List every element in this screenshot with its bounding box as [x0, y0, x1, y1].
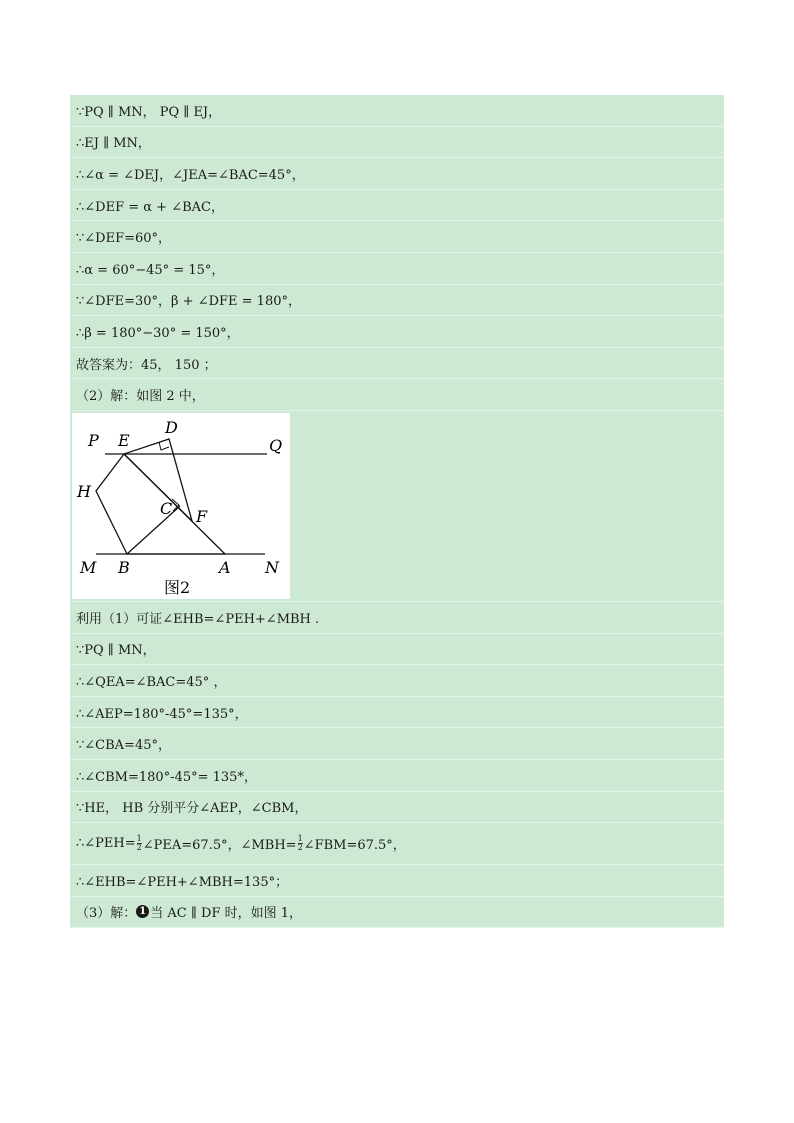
- part3-heading: [70, 897, 724, 929]
- figure-row: [70, 411, 724, 602]
- text-line: ∵∠DFE=30°，β + ∠DFE = 180°，: [70, 285, 724, 317]
- text-line: ∴∠CBM=180°-45°= 135*，: [70, 760, 724, 792]
- label-f: F: [196, 506, 208, 526]
- triangle-edf: [124, 439, 192, 521]
- fraction-den: 2: [136, 843, 142, 853]
- text-line: 利用（1）可证∠EHB=∠PEH+∠MBH .: [70, 602, 724, 634]
- text-line: ∵PQ ∥ MN，: [70, 634, 724, 666]
- segment-eh-hb: [96, 454, 127, 554]
- label-d: D: [165, 417, 178, 437]
- fraction-den: 2: [297, 843, 303, 853]
- label-m: M: [80, 557, 97, 577]
- fraction-num: 1: [136, 834, 142, 844]
- fraction-half: [137, 835, 142, 852]
- geometry-figure-2: [72, 413, 290, 599]
- label-p: P: [88, 430, 99, 450]
- text-line: ∵∠DEF=60°，: [70, 221, 724, 253]
- label-q: Q: [269, 435, 283, 455]
- text-line: ∴∠QEA=∠BAC=45° ，: [70, 665, 724, 697]
- fraction-half: [298, 835, 303, 852]
- text-line: ∴∠EHB=∠PEH+∠MBH=135°；: [70, 865, 724, 897]
- label-b: B: [118, 557, 130, 577]
- fraction-line-part-c: ∠FBM=67.5°，: [303, 838, 406, 854]
- text-line: ∴EJ ∥ MN，: [70, 127, 724, 159]
- circled-number-icon: 1: [136, 905, 149, 918]
- solution-block: [70, 95, 724, 928]
- part2-heading: （2）解：如图 2 中，: [70, 379, 724, 411]
- text-line: ∴∠DEF = α + ∠BAC，: [70, 190, 724, 222]
- label-a: A: [219, 557, 231, 577]
- label-h: H: [77, 481, 91, 501]
- geometry-diagram: [72, 413, 290, 599]
- triangle-eab: [124, 454, 225, 554]
- label-c: C: [160, 498, 173, 518]
- part3-suffix: 当 AC ∥ DF 时，如图 1，: [150, 906, 302, 922]
- fraction-line-part-b: ∠PEA=67.5°，∠MBH=: [142, 838, 297, 854]
- figure-caption: 图2: [164, 577, 191, 597]
- part3-prefix: （3）解：: [76, 906, 137, 922]
- text-line: ∴∠α = ∠DEJ，∠JEA=∠BAC=45°，: [70, 158, 724, 190]
- text-line: ∴α = 60°−45° = 15°，: [70, 253, 724, 285]
- text-line: ∵PQ ∥ MN， PQ ∥ EJ，: [70, 95, 724, 127]
- text-line: ∵HE， HB 分别平分∠AEP，∠CBM，: [70, 792, 724, 824]
- text-line: ∴∠AEP=180°-45°=135°，: [70, 697, 724, 729]
- right-angle-d: [159, 442, 169, 450]
- label-n: N: [265, 557, 279, 577]
- fraction-line-part-a: ∴∠PEH=: [76, 836, 136, 852]
- text-line: ∵∠CBA=45°，: [70, 728, 724, 760]
- fraction-line: [70, 823, 724, 865]
- text-line: ∴β = 180°−30° = 150°，: [70, 316, 724, 348]
- answer-line: 故答案为：45， 150 ；: [70, 348, 724, 380]
- fraction-num: 1: [297, 834, 303, 844]
- label-e: E: [118, 430, 130, 450]
